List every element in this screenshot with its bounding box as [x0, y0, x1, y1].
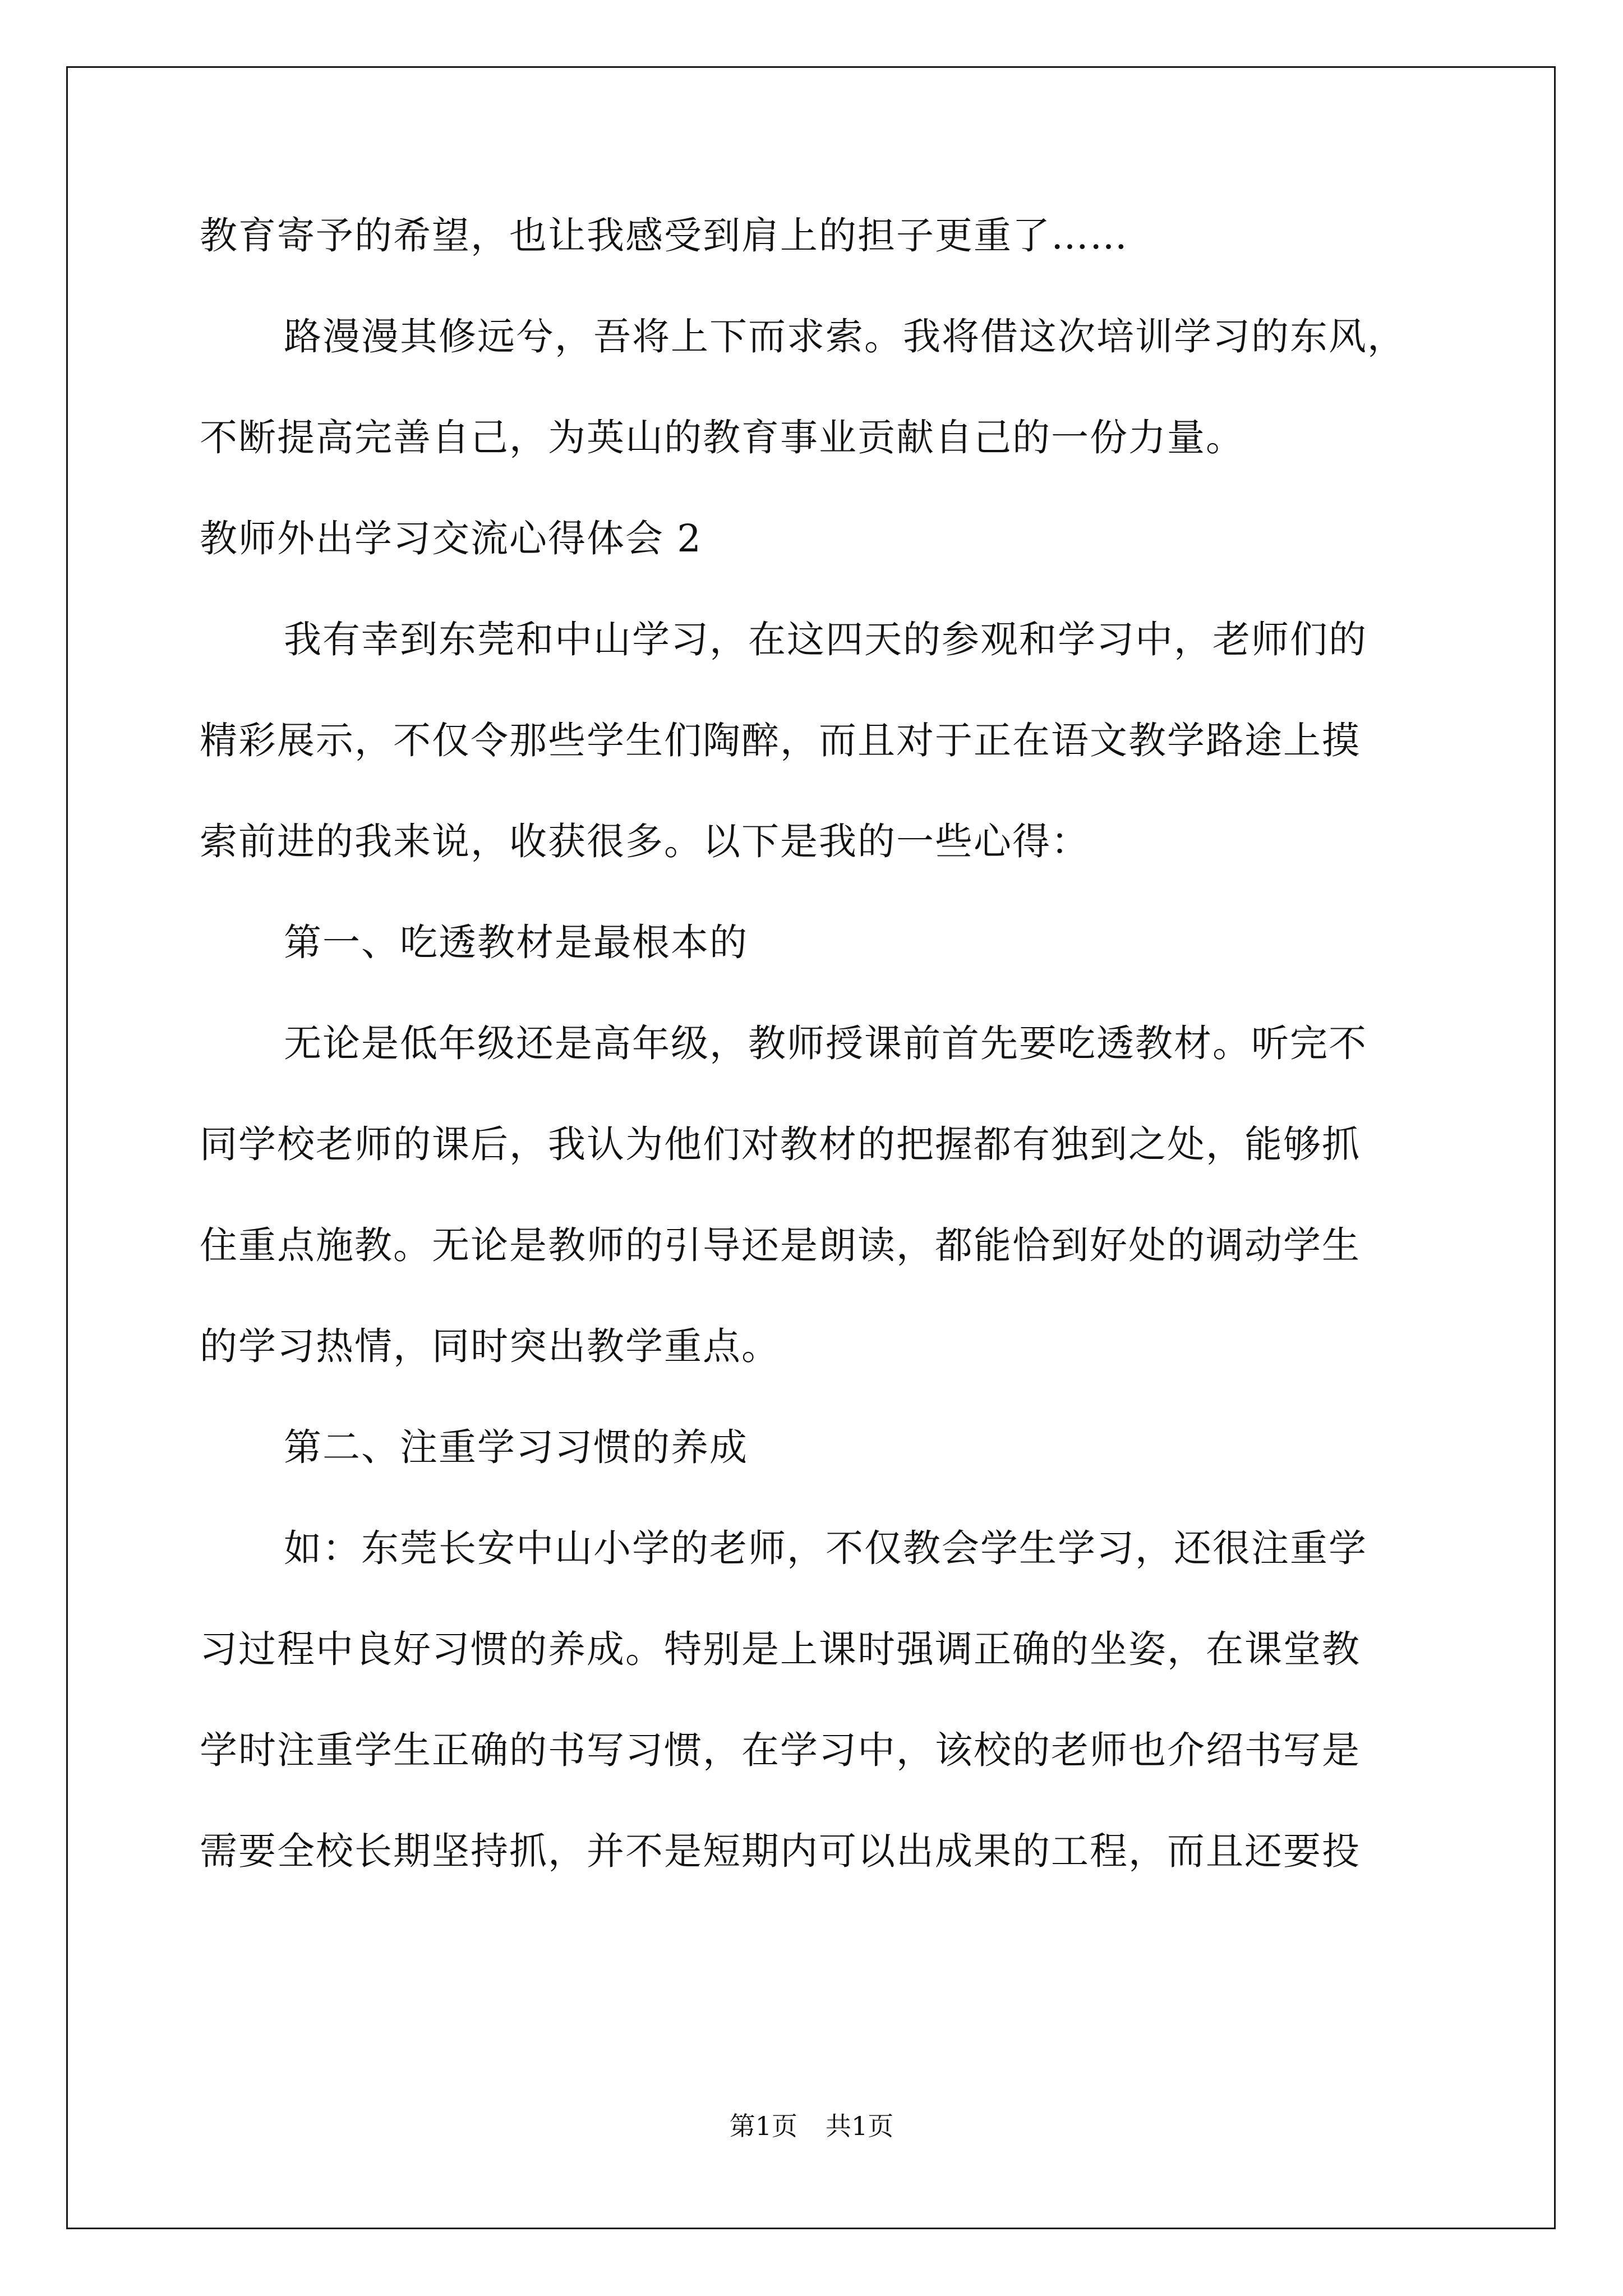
- paragraph-text: 我有幸到东莞和中山学习，在这四天的参观和学习中，老师们的: [284, 618, 1367, 661]
- subheading: 第一、吃透教材是最根本的: [284, 921, 748, 964]
- text-line: 不断提高完善自己，为英山的教育事业贡献自己的一份力量。: [200, 416, 1244, 459]
- text-line: 教育寄予的希望，也让我感受到肩上的担子更重了……: [200, 214, 1128, 257]
- paragraph-text: 路漫漫其修远兮，吾将上下而求索。我将借这次培训学习的东风，: [284, 315, 1406, 358]
- text-line: 需要全校长期坚持抓，并不是短期内可以出成果的工程，而且还要投: [200, 1829, 1361, 1873]
- text-line: 同学校老师的课后，我认为他们对教材的把握都有独到之处，能够抓: [200, 1122, 1361, 1166]
- text-line: 索前进的我来说，收获很多。以下是我的一些心得：: [200, 820, 1090, 863]
- text-line: 住重点施教。无论是教师的引导还是朗读，都能恰到好处的调动学生: [200, 1223, 1361, 1267]
- text-line: 精彩展示，不仅令那些学生们陶醉，而且对于正在语文教学路途上摸: [200, 719, 1361, 762]
- text-line: 习过程中良好习惯的养成。特别是上课时强调正确的坐姿，在课堂教: [200, 1627, 1361, 1671]
- page-total: 共1页: [826, 2111, 894, 2141]
- page-footer: [0, 2110, 1623, 2142]
- text-line: 的学习热情，同时突出教学重点。: [200, 1324, 780, 1368]
- section-heading: 教师外出学习交流心得体会 2: [200, 517, 702, 560]
- paragraph-text: 无论是低年级还是高年级，教师授课前首先要吃透教材。听完不: [284, 1022, 1367, 1065]
- text-line: 学时注重学生正确的书写习惯，在学习中，该校的老师也介绍书写是: [200, 1728, 1361, 1772]
- subheading: 第二、注重学习习惯的养成: [284, 1425, 748, 1469]
- paragraph-text: 如：东莞长安中山小学的老师，不仅教会学生学习，还很注重学: [284, 1526, 1367, 1570]
- page-number: 第1页: [729, 2111, 797, 2141]
